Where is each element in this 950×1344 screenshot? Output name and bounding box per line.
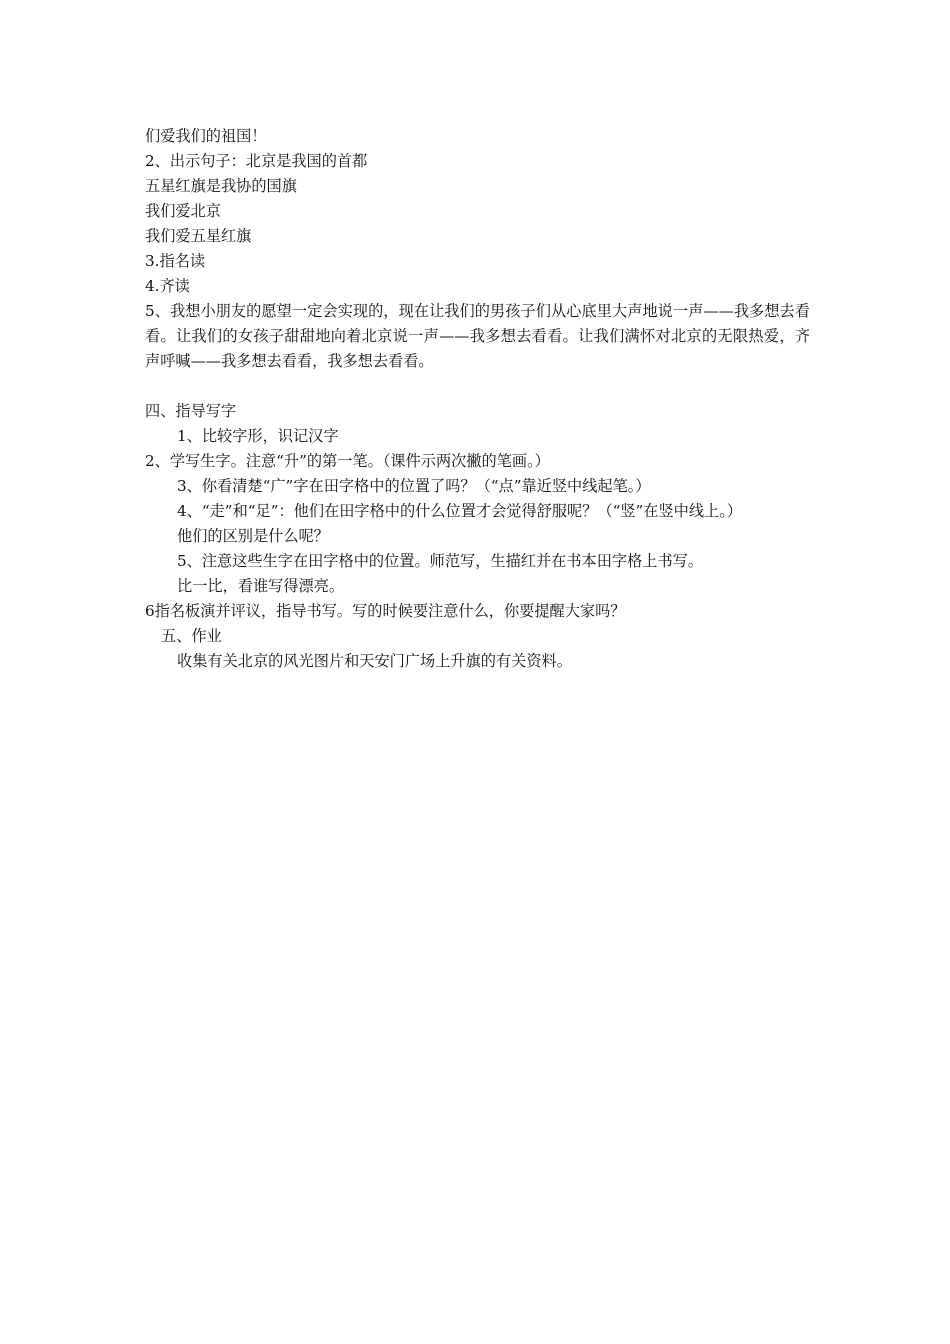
list-item-notice-position: 5、注意这些生字在田字格中的位置。师范写，生描红并在书本田字格上书写。 xyxy=(177,552,704,570)
text-line-difference: 他们的区别是什么呢？ xyxy=(177,527,329,545)
text-line-love-beijing: 我们爱北京 xyxy=(145,202,221,220)
list-item-board-demo: 6指名板演并评议，指导书写。写的时候要注意什么，你要提醒大家吗？ xyxy=(145,602,626,620)
section-heading-writing: 四、指导写字 xyxy=(145,402,237,420)
text-line-homework: 收集有关北京的风光图片和天安门广场上升旗的有关资料。 xyxy=(177,652,572,670)
list-item-learn-characters: 2、学写生字。注意“升”的第一笔。（课件示两次撇的笔画。） xyxy=(145,452,550,470)
paragraph-wish: 5、我想小朋友的愿望一定会实现的，现在让我们的男孩子们从心底里大声地说一声——我多想去看看。让我们的女孩子甜甜地向着北京说一声——我多想去看看。让我们满怀对北京的无限热爱，齐声呼喊——我多想去看看，我多想去看看。 xyxy=(145,302,810,370)
list-item-zou-zu: 4、“走”和“足”：他们在田字格中的什么位置才会觉得舒服呢？（“竖”在竖中线上。） xyxy=(177,502,743,520)
text-line-read-together: 4.齐读 xyxy=(145,277,190,295)
section-heading-homework: 五、作业 xyxy=(161,627,222,645)
text-line-name-read: 3.指名读 xyxy=(145,252,206,270)
list-item-compare-shapes: 1、比较字形，识记汉字 xyxy=(177,427,339,445)
text-line-love-motherland: 们爱我们的祖国！ xyxy=(145,127,267,145)
text-line-flag: 五星红旗是我协的国旗 xyxy=(145,177,297,195)
text-line-love-flag: 我们爱五星红旗 xyxy=(145,227,252,245)
text-line-compare: 比一比，看谁写得漂亮。 xyxy=(177,577,345,595)
text-line-show-sentence: 2、出示句子：北京是我国的首都 xyxy=(145,152,368,170)
document-body xyxy=(145,124,810,674)
list-item-character-position: 3、你看清楚“广”字在田字格中的位置了吗？（“点”靠近竖中线起笔。） xyxy=(177,477,651,495)
blank-line xyxy=(145,374,810,399)
